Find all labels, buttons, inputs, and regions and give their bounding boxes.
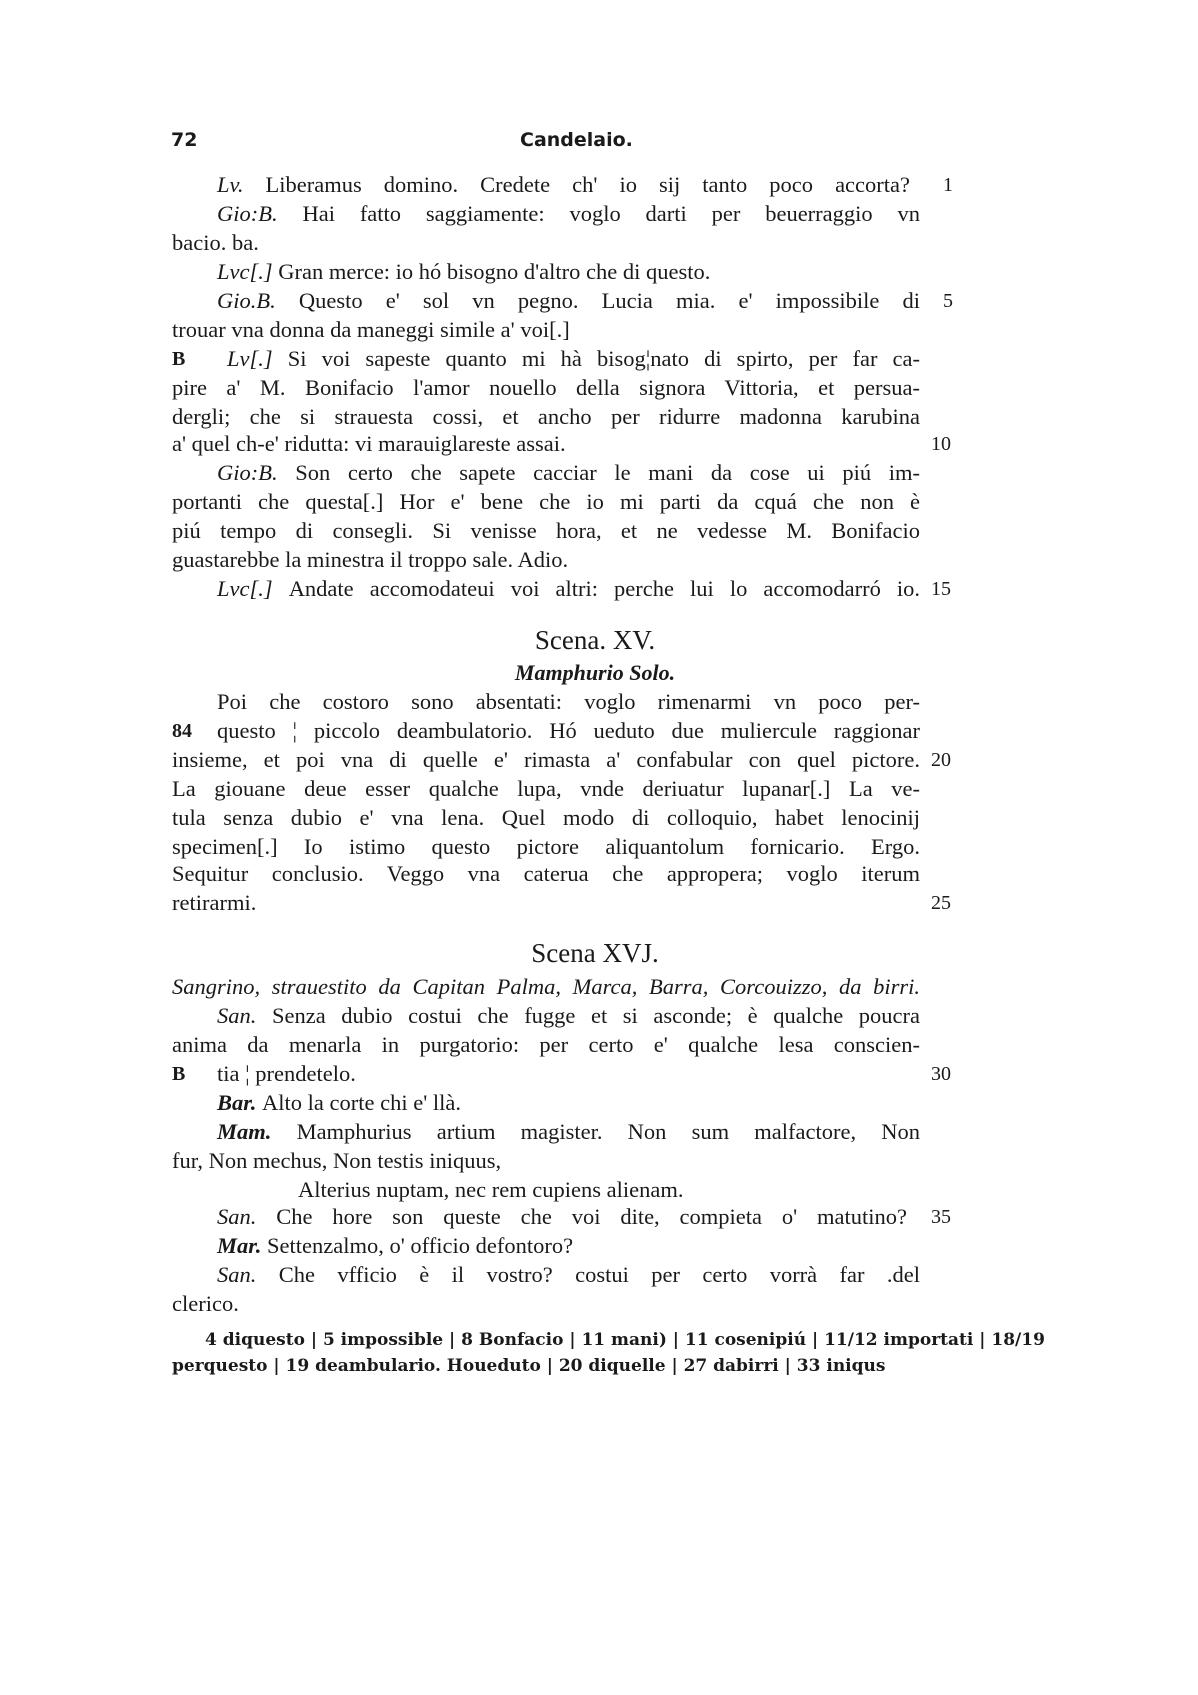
text-line: trouar vna donna da maneggi simile a' voi[.] — [172, 317, 570, 342]
text-line: dergli; che si strauesta cossi, et ancho per ridurre madonna karubina — [172, 404, 920, 429]
speaker-label: Lvc[.] — [217, 576, 273, 601]
line-text: Alto la corte chi e' llà. — [262, 1090, 462, 1115]
text-line: bacio. ba. — [172, 230, 259, 255]
line-text: Son certo che sapete cacciar le mani da cose ui piú im- — [295, 460, 921, 485]
text-line — [217, 200, 920, 228]
text-line — [217, 1261, 920, 1289]
speaker-label: Mam. — [217, 1119, 272, 1144]
line-text: Settenzalmo, o' officio defontoro? — [267, 1233, 574, 1258]
text-line: tia ¦ prendetelo. — [217, 1061, 356, 1086]
scene-subtitle: Mamphurio Solo. — [514, 660, 676, 685]
text-line — [217, 1089, 461, 1117]
text-line: retirarmi. — [172, 890, 257, 915]
verse-line: Alterius nuptam, nec rem cupiens alienam. — [298, 1177, 684, 1202]
speaker-label: Lv[.] — [227, 346, 273, 371]
text-line: clerico. — [172, 1291, 239, 1316]
text-line: anima da menarla in purgatorio: per certo e' qualche lesa conscien- — [172, 1032, 920, 1057]
line-text: Gran merce: io hó bisogno d'altro che di questo. — [278, 259, 711, 284]
text-line — [217, 258, 710, 286]
speaker-label: Bar. — [217, 1090, 257, 1115]
text-line — [217, 171, 910, 199]
text-line: insieme, et poi vna di quelle e' rimasta a' confabular con quel pictore. — [172, 747, 920, 772]
text-line — [217, 287, 920, 315]
text-line: Poi che costoro sono absentati: voglo rimenarmi vn poco per- — [217, 689, 920, 714]
line-text: Senza dubio costui che fugge et si asconde; è qualche poucra — [271, 1003, 920, 1028]
speaker-label: Lvc[.] — [217, 259, 273, 284]
scene-title: Scena XVJ. — [531, 938, 659, 968]
text-line: specimen[.] Io istimo questo pictore aliquantolum fornicario. Ergo. — [172, 834, 920, 859]
line-number: 10 — [931, 433, 951, 455]
text-line: La giouane deue esser qualche lupa, vnde deriuatur lupanar[.] La ve- — [172, 776, 920, 801]
speaker-label: Gio:B. — [217, 201, 278, 226]
speaker-label: Lv. — [217, 172, 244, 197]
line-text: Si voi sapeste quanto mi hà bisog¦nato di spirto, per far ca- — [287, 346, 920, 371]
line-text: Liberamus domino. Credete ch' io sij tanto poco accorta? — [265, 172, 910, 197]
text-line — [217, 1002, 920, 1030]
margin-mark-page: 84 — [172, 720, 192, 742]
text-line: piú tempo di consegli. Si venisse hora, et ne vedesse M. Bonifacio — [172, 518, 920, 543]
speaker-label: San. — [217, 1003, 257, 1028]
speaker-label: Mar. — [217, 1233, 262, 1258]
speaker-label: San. — [217, 1204, 257, 1229]
line-number: 15 — [931, 578, 951, 600]
text-line: guastarebbe la minestra il troppo sale. Adio. — [172, 547, 569, 572]
text-line: questo ¦ piccolo deambulatorio. Hó ueduto due mulierculе raggionar — [217, 718, 920, 743]
text-line — [217, 1203, 907, 1231]
speaker-label: San. — [217, 1262, 257, 1287]
speaker-label: Gio:B. — [217, 460, 278, 485]
line-text: Andate accomodateui voi altri: perche lui lo accomodarró io. — [288, 576, 921, 601]
text-line: pire a' M. Bonifacio l'amor nouello della signora Vittoria, et persua- — [172, 375, 920, 400]
footnote-line: perquesto | 19 deambulario. Houeduto | 20 diquelle | 27 dabirri | 33 iniqus — [172, 1356, 886, 1376]
footnote-line: 4 diquesto | 5 impossible | 8 Bonfacio | 11 mani) | 11 cosenipiú | 11/12 importati | 18/19 — [205, 1330, 1045, 1350]
text-line — [227, 345, 920, 373]
line-text: Questo e' sol vn pegno. Lucia mia. e' impossibile di — [298, 288, 921, 313]
line-number: 1 — [943, 174, 953, 196]
scene-title: Scena. XV. — [534, 625, 656, 655]
margin-mark-b: B — [172, 1063, 186, 1085]
margin-mark-b: B — [172, 348, 186, 370]
text-line — [217, 1232, 573, 1260]
text-line — [217, 459, 920, 487]
line-number: 35 — [931, 1206, 951, 1228]
text-line: portanti che questa[.] Hor e' bene che io mi parti da cquá che non è — [172, 489, 920, 514]
line-text: Mamphurius artium magister. Non sum malfactore, Non — [296, 1119, 920, 1144]
line-number: 30 — [931, 1063, 951, 1085]
text-line — [217, 575, 920, 603]
line-text: Che vfficio è il vostro? costui per certo vorrà far .del — [278, 1262, 920, 1287]
line-number: 20 — [931, 749, 951, 771]
line-text: Che hore son queste che voi dite, compieta o' matutino? — [276, 1204, 907, 1229]
text-line: fur, Non mechus, Non testis iniquus, — [172, 1148, 502, 1173]
text-line: tula senza dubio e' vna lena. Quel modo di colloquio, habet lenocinij — [172, 805, 920, 830]
speaker-label: Gio.B. — [217, 288, 276, 313]
text-line: a' quel ch-e' ridutta: vi marauiglareste assai. — [172, 431, 566, 456]
scene-cast: Sangrino, strauestito da Capitan Palma, Marca, Barra, Corcouizzo, da birri. — [172, 974, 920, 999]
page-number: 72 — [171, 129, 198, 151]
text-line — [217, 1118, 920, 1146]
line-number: 25 — [931, 892, 951, 914]
running-title: Candelaio. — [520, 129, 633, 151]
line-text: Hai fatto saggiamente: voglo darti per beuerraggio vn — [302, 201, 921, 226]
line-number: 5 — [943, 290, 953, 312]
text-line: Sequitur conclusio. Veggo vna caterua che appropera; voglo iterum — [172, 861, 920, 886]
